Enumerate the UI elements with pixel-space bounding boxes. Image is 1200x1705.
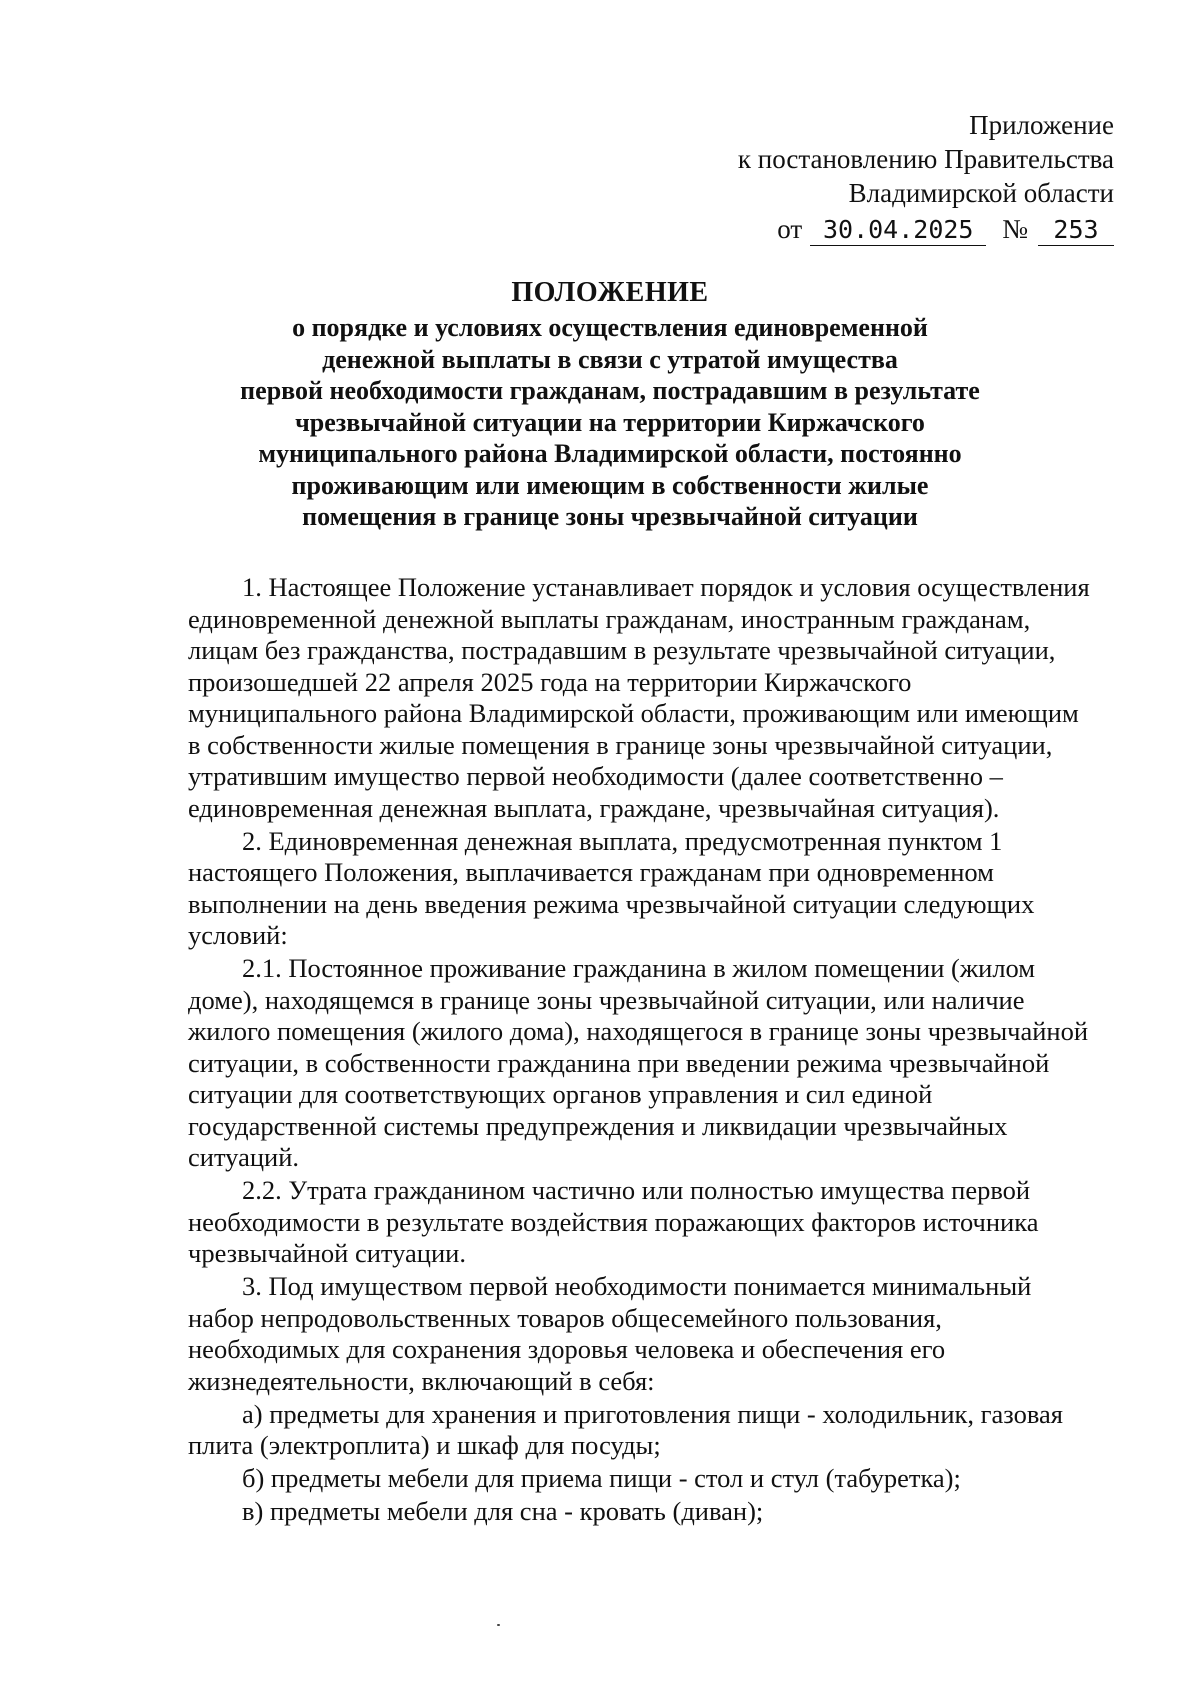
paragraph-line: утратившим имущество первой необходимости (далее соответственно – — [188, 761, 1003, 791]
paragraph-line: единовременной денежной выплаты гражданам, иностранным гражданам, — [188, 603, 1031, 634]
subtitle-line: денежной выплаты в связи с утратой имущества — [322, 344, 898, 374]
paragraph — [188, 1175, 1148, 1270]
paragraph-line: настоящего Положения, выплачивается гражданам при одновременном — [188, 857, 994, 887]
paragraph — [188, 1271, 1148, 1397]
subtitle-line: муниципального района Владимирской области, постоянно — [258, 439, 962, 468]
paragraph — [188, 1463, 1148, 1495]
paragraph-line: 2. Единовременная денежная выплата, предусмотренная пунктом 1 — [242, 825, 1003, 856]
paragraph-line: муниципального района Владимирской области, проживающим или имеющим — [188, 698, 1079, 728]
paragraph — [188, 953, 1148, 1174]
paragraph-line: ситуации для соответствующих органов управления и сил единой — [188, 1079, 933, 1109]
paragraph — [188, 1496, 1148, 1528]
scan-speck — [497, 1624, 500, 1626]
paragraph-line: лицам без гражданства, пострадавшим в результате чрезвычайной ситуации, — [188, 635, 1056, 665]
subtitle-line: помещения в границе зоны чрезвычайной ситуации — [302, 502, 918, 531]
paragraph-line: произошедшей 22 апреля 2025 года на территории Киржачского — [188, 666, 912, 697]
paragraph-line: 3. Под имуществом первой необходимости понимается минимальный — [242, 1271, 1032, 1301]
paragraph-line: б) предметы мебели для приема пищи - стол и стул (табуретка); — [242, 1463, 961, 1493]
paragraph-line: 2.1. Постоянное проживание гражданина в жилом помещении (жилом — [242, 953, 1036, 983]
paragraph-line: необходимости в результате воздействия поражающих факторов источника — [188, 1206, 1039, 1237]
paragraph — [188, 572, 1148, 824]
attachment-label: Приложение — [969, 110, 1114, 140]
paragraph-line: единовременная денежная выплата, граждане, чрезвычайная ситуация). — [188, 792, 1000, 823]
paragraph — [188, 826, 1148, 952]
date-label: от — [777, 214, 803, 244]
document-title: ПОЛОЖЕНИЕ — [511, 277, 709, 308]
paragraph-line: плита (электроплита) и шкаф для посуды; — [188, 1430, 661, 1460]
paragraph — [188, 1399, 1148, 1462]
subtitle-line: чрезвычайной ситуации на территории Киржачского — [295, 407, 925, 437]
registration-number: 253 — [1038, 215, 1114, 246]
paragraph-line: условий: — [188, 920, 288, 950]
registration-date: 30.04.2025 — [810, 215, 986, 246]
paragraph-line: жилого помещения (жилого дома), находящегося в границе зоны чрезвычайной — [188, 1016, 1089, 1046]
document-body — [188, 572, 1148, 1529]
resolution-reference: к постановлению Правительства — [737, 144, 1114, 174]
paragraph-line: 2.2. Утрата гражданином частично или полностью имущества первой — [242, 1175, 1031, 1205]
paragraph-line: 1. Настоящее Положение устанавливает порядок и условия осуществления — [242, 572, 1090, 602]
paragraph-line: государственной системы предупреждения и ликвидации чрезвычайных — [188, 1110, 1008, 1141]
paragraph-line: доме), находящемся в границе зоны чрезвычайной ситуации, или наличие — [188, 984, 1025, 1015]
registration-line — [738, 212, 1114, 246]
document-subtitle — [170, 312, 1050, 533]
subtitle-line: проживающим или имеющим в собственности жилые — [291, 470, 929, 500]
paragraph-line: ситуаций. — [188, 1142, 300, 1172]
paragraph-line: необходимых для сохранения здоровья человека и обеспечения его — [188, 1334, 946, 1364]
paragraph-line: набор непродовольственных товаров общесемейного пользования, — [188, 1302, 942, 1333]
region-name: Владимирской области — [848, 178, 1114, 208]
number-label: № — [1002, 214, 1028, 244]
subtitle-line: первой необходимости гражданам, пострадавшим в результате — [240, 376, 980, 405]
title-block — [170, 276, 1050, 533]
paragraph-line: в собственности жилые помещения в границе зоны чрезвычайной ситуации, — [188, 729, 1053, 760]
paragraph-line: а) предметы для хранения и приготовления пищи - холодильник, газовая — [242, 1398, 1063, 1429]
attachment-header — [738, 108, 1114, 246]
paragraph-line: чрезвычайной ситуации. — [188, 1238, 466, 1268]
subtitle-line: о порядке и условиях осуществления единовременной — [292, 313, 928, 342]
paragraph-line: выполнении на день введения режима чрезвычайной ситуации следующих — [188, 888, 1035, 919]
paragraph-line: жизнедеятельности, включающий в себя: — [188, 1365, 655, 1396]
paragraph-line: в) предметы мебели для сна - кровать (диван); — [242, 1496, 764, 1526]
paragraph-line: ситуации, в собственности гражданина при введении режима чрезвычайной — [188, 1047, 1050, 1078]
